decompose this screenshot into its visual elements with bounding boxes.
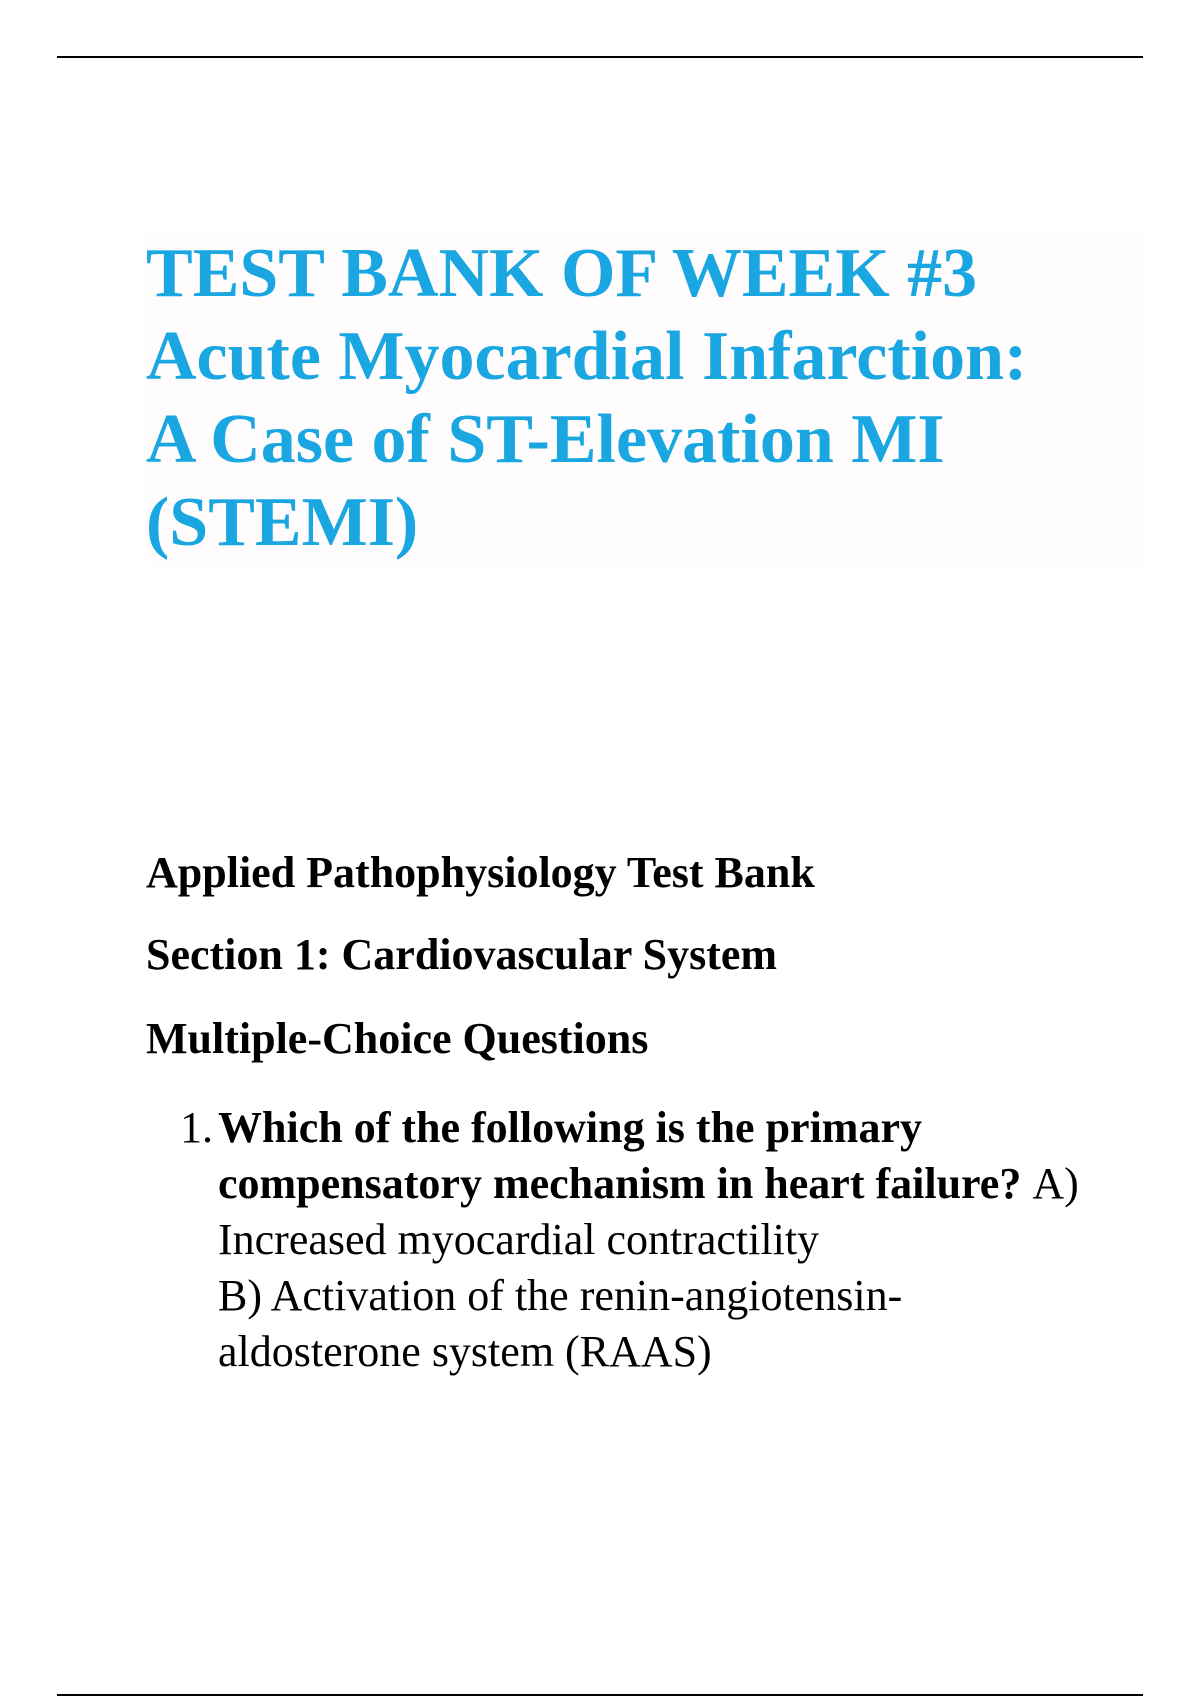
title-line-4: (STEMI): [146, 484, 419, 561]
option-a: A) Increased myocardial contractility: [218, 1159, 1079, 1264]
question-1: [180, 1100, 1080, 1380]
document-title: [146, 232, 1146, 564]
question-body: [218, 1100, 1080, 1380]
question-number: 1.: [180, 1103, 213, 1152]
bottom-rule: [57, 1694, 1143, 1696]
question-text: Which of the following is the primary compensatory mechanism in heart failure?: [218, 1103, 1033, 1208]
top-rule: [57, 56, 1143, 58]
course-heading: Applied Pathophysiology Test Bank: [146, 848, 815, 897]
section-heading: Section 1: Cardiovascular System: [146, 930, 778, 979]
option-b: B) Activation of the renin-angiotensin-aldosterone system (RAAS): [218, 1271, 903, 1376]
title-line-2: Acute Myocardial Infarction:: [146, 318, 1028, 395]
title-line-3: A Case of ST-Elevation MI: [146, 401, 945, 478]
title-line-1: TEST BANK OF WEEK #3: [146, 235, 978, 312]
question-type-heading: Multiple-Choice Questions: [146, 1014, 649, 1063]
